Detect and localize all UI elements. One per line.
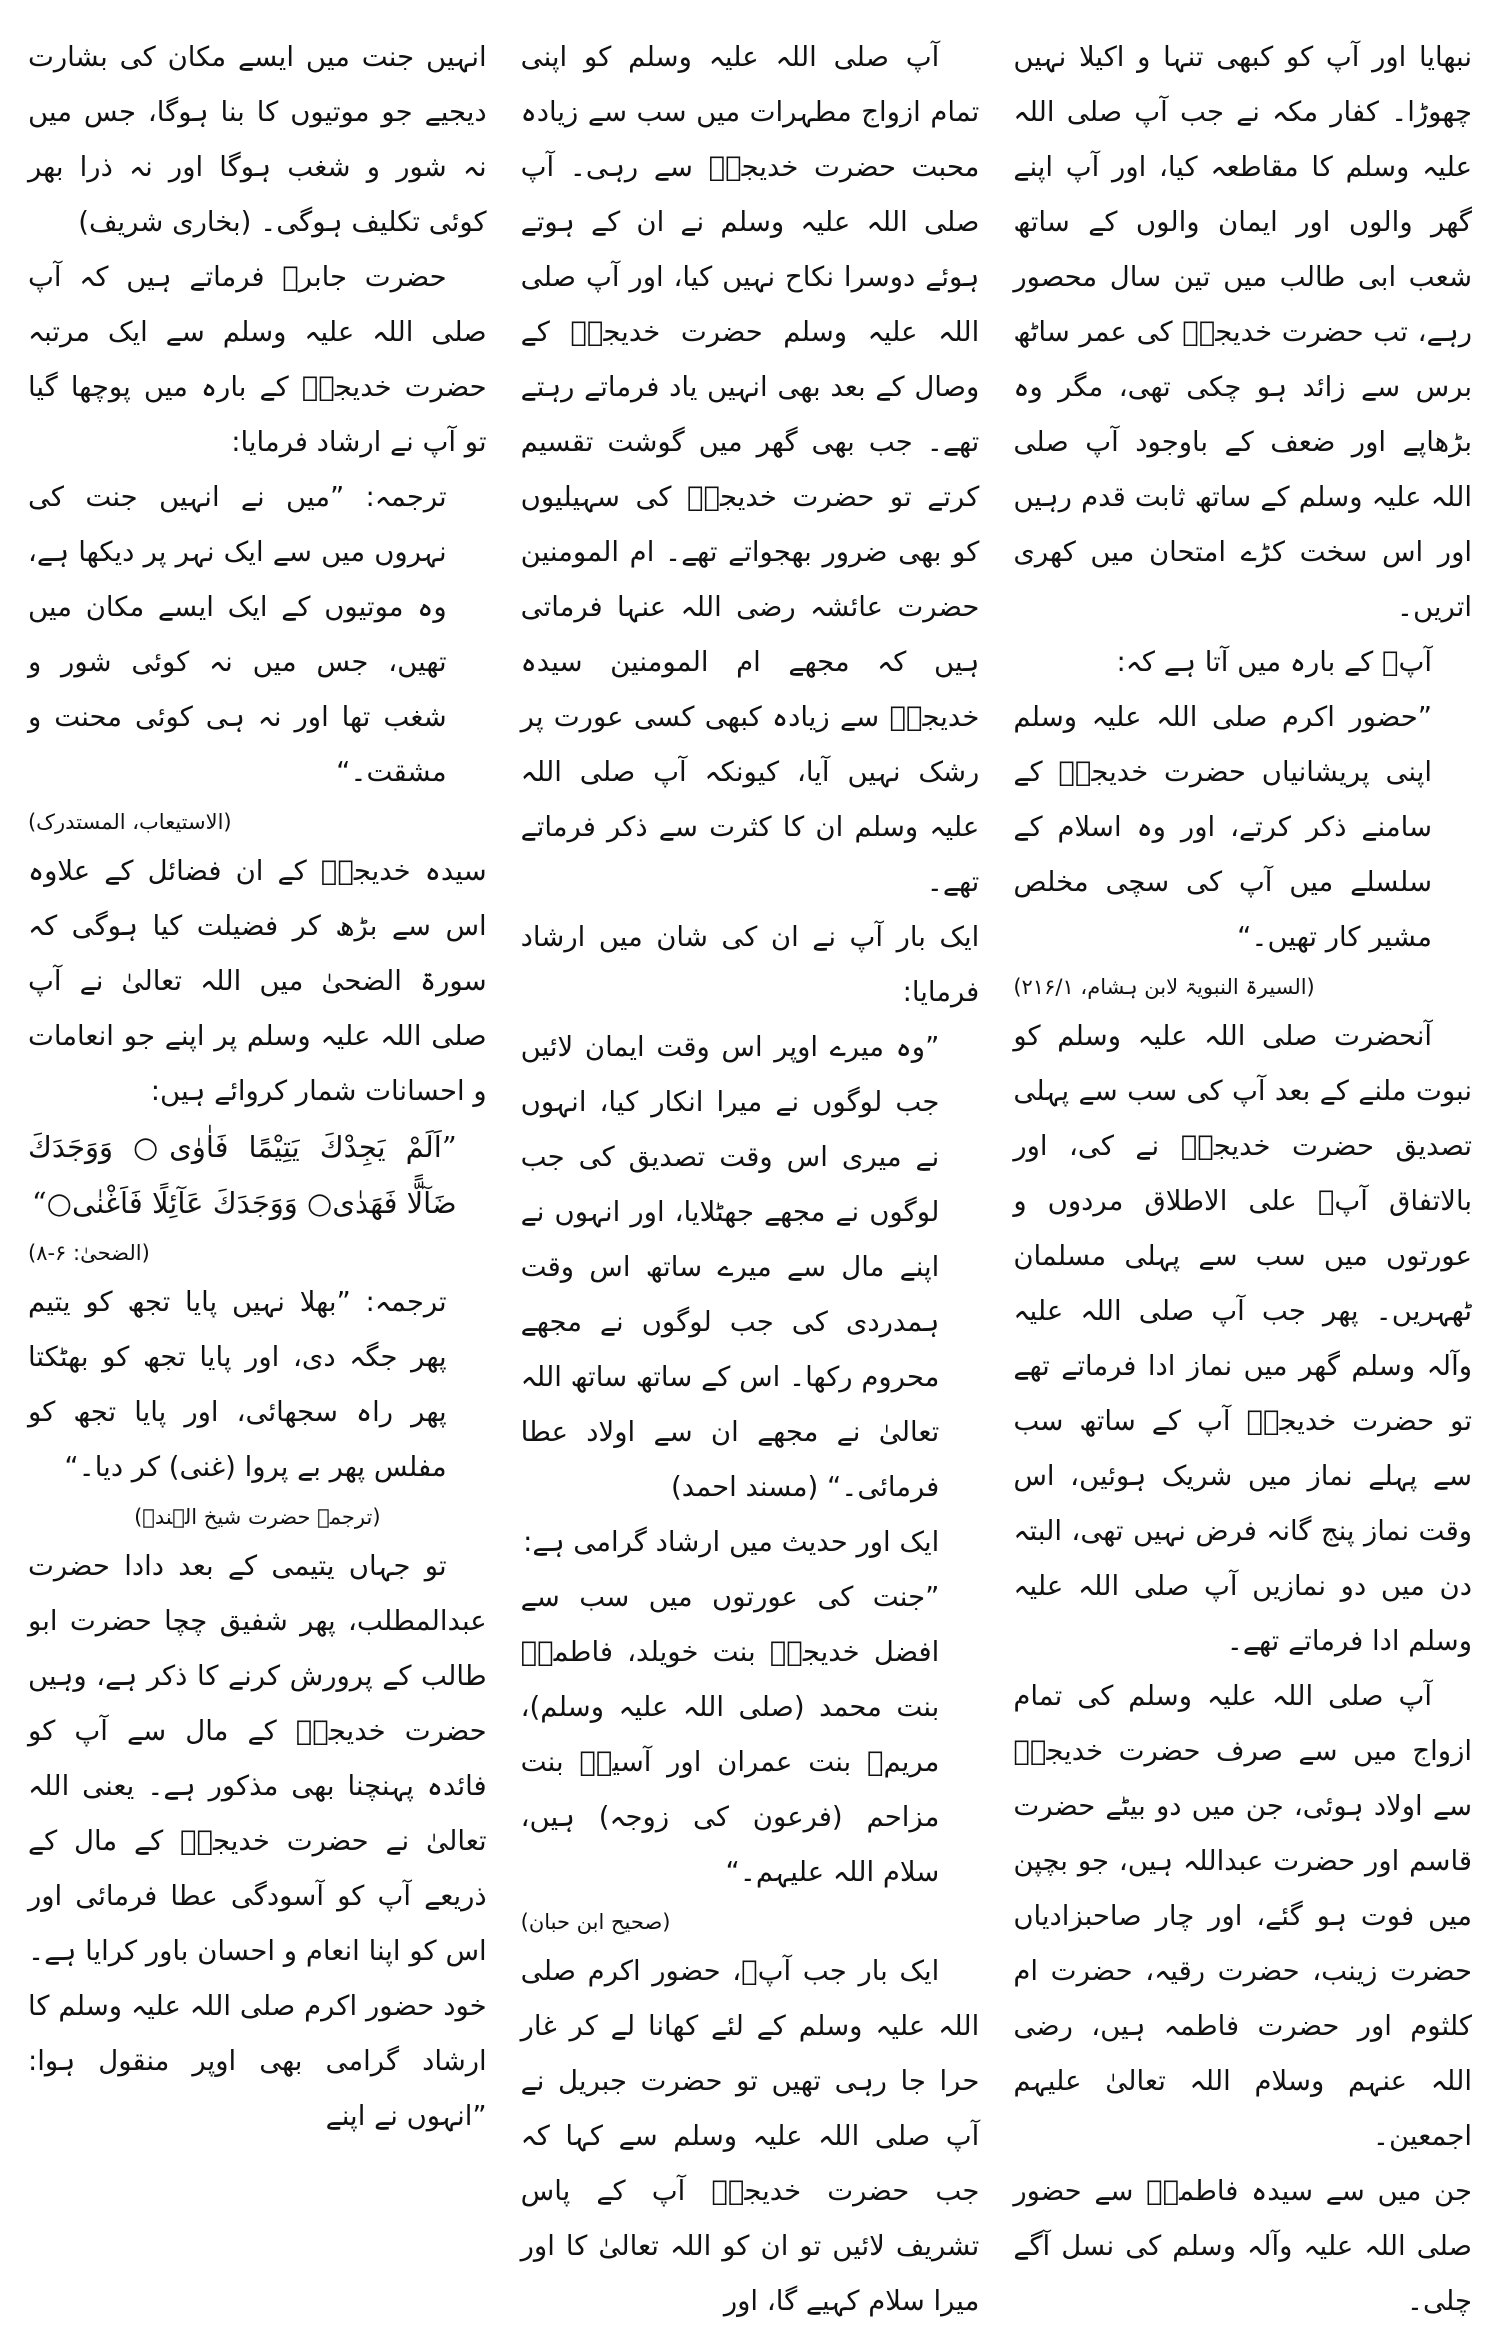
- text-para: نبھایا اور آپ کو کبھی تنہا و اکیلا نہیں چھوڑا۔ کفار مکہ نے جب آپ صلی اللہ علیہ وسلم کا مقاطعہ کیا، اور آپ اپنے گھر والوں اور ایمان والوں کے ساتھ شعب ابی طالب میں تین سال محصور رہے، تب حضرت خدیجہؓ کی عمر ساٹھ برس سے زائد ہو چکی تھی، مگر وہ بڑھاپے اور ضعف کے باوجود آپ صلی اللہ علیہ وسلم کے ساتھ ثابت قدم رہیں اور اس سخت کڑے امتحان میں کھری اتریں۔: [1013, 41, 1472, 623]
- text-indent: آنحضرت صلی اللہ علیہ وسلم کو نبوت ملنے کے بعد آپ کی سب سے پہلی تصدیق حضرت خدیجہؓ نے کی، اور بالاتفاق آپؓ علی الاطلاق مردوں و عورتوں میں سب سے پہلی مسلمان ٹھہریں۔ پھر جب آپ صلی اللہ علیہ وآلہ وسلم گھر میں نماز ادا فرماتے تھے تو حضرت خدیجہؓ آپ کے ساتھ سب سے پہلے نماز میں شریک ہوئیں، اس وقت نماز پنج گانہ فرض نہیں تھی، البتہ دن میں دو نمازیں آپ صلی اللہ علیہ وسلم ادا فرماتے تھے۔: [1013, 1020, 1472, 1657]
- text-indent: آپ صلی اللہ علیہ وسلم کو اپنی تمام ازواج مطہرات میں سب سے زیادہ محبت حضرت خدیجہؓ سے رہی۔ آپ صلی اللہ علیہ وسلم نے ان کے ہوتے ہوئے دوسرا نکاح نہیں کیا، اور آپ صلی اللہ علیہ وسلم حضرت خدیجہؓ کے وصال کے بعد بھی انہیں یاد فرماتے رہتے تھے۔ جب بھی گھر میں گوشت تقسیم کرتے تو حضرت خدیجہؓ کی سہیلیوں کو بھی ضرور بھجواتے تھے۔ ام المومنین حضرت عائشہ رضی اللہ عنہا فرماتی ہیں کہ مجھے ام المومنین سیدہ خدیجہؓ سے زیادہ کبھی کسی عورت پر رشک نہیں آیا، کیونکہ آپ صلی اللہ علیہ وسلم ان کا کثرت سے ذکر فرماتے تھے۔: [520, 41, 980, 898]
- column-right: [1013, 30, 1472, 2317]
- column-middle: [520, 30, 980, 2317]
- text-para: جن میں سے سیدہ فاطمہؓ سے حضور صلی اللہ علیہ وآلہ وسلم کی نسل آگے چلی۔: [1013, 2175, 1472, 2317]
- text-ref: (صحیح ابن حبان): [520, 1910, 671, 1934]
- text-indent: تو جہاں یتیمی کے بعد دادا حضرت عبدالمطلب، پھر شفیق چچا حضرت ابو طالب کے پرورش کرنے کا ذکر ہے، وہیں حضرت خدیجہؓ کے مال سے آپ کو فائدہ پہنچنا بھی مذکور ہے۔ یعنی اللہ تعالیٰ نے حضرت خدیجہؓ کے مال کے ذریعے آپ کو آسودگی عطا فرمائی اور اس کو اپنا انعام و احسان باور کرایا ہے۔ خود حضور اکرم صلی اللہ علیہ وسلم کا ارشاد گرامی بھی اوپر منقول ہوا: ”انہوں نے اپنے: [27, 1550, 487, 2132]
- text-para: سیدہ خدیجہؓ کے ان فضائل کے علاوہ اس سے بڑھ کر فضیلت کیا ہوگی کہ سورۃ الضحیٰ میں اللہ تعالیٰ نے آپ صلی اللہ علیہ وسلم پر اپنے جو انعامات و احسانات شمار کروائے ہیں:: [27, 855, 487, 1107]
- text-indent: حضرت جابرؓ فرماتے ہیں کہ آپ صلی اللہ علیہ وسلم سے ایک مرتبہ حضرت خدیجہؓ کے بارہ میں پوچھا گیا تو آپ نے ارشاد فرمایا:: [27, 261, 487, 458]
- text-quote: ”حضور اکرم صلی اللہ علیہ وسلم اپنی پریشانیاں حضرت خدیجہؓ کے سامنے ذکر کرتے، اور وہ اسلام کے سلسلے میں آپ کی سچی مخلص مشیر کار تھیں۔“: [1013, 701, 1432, 953]
- text-indent: آپؓ کے بارہ میں آتا ہے کہ:: [1116, 646, 1432, 678]
- column-left: [28, 30, 487, 2170]
- text-indent: ایک بار جب آپؓ، حضور اکرم صلی اللہ علیہ وسلم کے لئے کھانا لے کر غار حرا جا رہی تھیں تو حضرت جبریل نے آپ صلی اللہ علیہ وسلم سے کہا کہ جب حضرت خدیجہؓ آپ کے پاس تشریف لائیں تو ان کو اللہ تعالیٰ کا اور میرا سلام کہیے گا، اور: [520, 1955, 980, 2317]
- text-ref: (السیرۃ النبویۃ لابن ہشام، ۲۱۶/۱): [1013, 975, 1315, 999]
- text-quote: ترجمہ: ”میں نے انہیں جنت کی نہروں میں سے ایک نہر پر دیکھا ہے، وہ موتیوں کے ایک ایسے مکان میں تھیں، جس میں نہ کوئی شور و شغب تھا اور نہ ہی کوئی محنت و مشقت۔“: [27, 481, 447, 788]
- text-center: (ترجمہ حضرت شیخ الہندؒ): [134, 1505, 381, 1529]
- text-para: انہیں جنت میں ایسے مکان کی بشارت دیجیے جو موتیوں کا بنا ہوگا، جس میں نہ شور و شغب ہوگا اور نہ ذرا بھر کوئی تکلیف ہوگی۔ (بخاری شریف): [27, 41, 487, 238]
- text-trans: ترجمہ: ”بھلا نہیں پایا تجھ کو یتیم پھر جگہ دی، اور پایا تجھ کو بھٹکتا پھر راہ سجھائی، اور پایا تجھ کو مفلس پھر بے پروا (غنی) کر دیا۔“: [27, 1286, 447, 1483]
- text-ref: (الاستیعاب، المستدرک): [27, 810, 232, 834]
- text-indent: ایک اور حدیث میں ارشاد گرامی ہے:: [523, 1526, 940, 1558]
- text-para: ایک بار آپ نے ان کی شان میں ارشاد فرمایا:: [520, 921, 980, 1008]
- text-quote: ”وہ میرے اوپر اس وقت ایمان لائیں جب لوگوں نے میرا انکار کیا، انہوں نے میری اس وقت تصدیق کی جب لوگوں نے مجھے جھٹلایا، اور انہوں نے اپنے مال سے میرے ساتھ اس وقت ہمدردی کی جب لوگوں نے مجھے محروم رکھا۔ اس کے ساتھ ساتھ اللہ تعالیٰ نے مجھے ان سے اولاد عطا فرمائی۔“ (مسند احمد): [520, 1031, 940, 1503]
- text-quote: ”جنت کی عورتوں میں سب سے افضل خدیجہؓ بنت خویلد، فاطمہؓ بنت محمد (صلی اللہ علیہ وسلم)، مریمؑ بنت عمران اور آسیہؓ بنت مزاحم (فرعون کی زوجہ) ہیں، سلام اللہ علیہم۔“: [520, 1581, 940, 1888]
- text-verse: ”اَلَمْ يَجِدْكَ يَتِيْمًا فَاٰوٰى○ وَوَجَدَكَ ضَآلًّا فَهَدٰى○ وَوَجَدَكَ عَآئِلًا فَاَغْنٰى○“: [27, 1130, 457, 1220]
- text-ref: (الضحیٰ: ۶-۸): [27, 1241, 150, 1265]
- text-indent: آپ صلی اللہ علیہ وسلم کی تمام ازواج میں سے صرف حضرت خدیجہؓ سے اولاد ہوئی، جن میں دو بیٹے حضرت قاسم اور حضرت عبداللہ ہیں، جو بچپن میں فوت ہو گئے، اور چار صاحبزادیاں حضرت زینب، حضرت رقیہ، حضرت ام کلثوم اور حضرت فاطمہ ہیں، رضی اللہ عنہم وسلام اللہ تعالیٰ علیہم اجمعین۔: [1013, 1680, 1472, 2152]
